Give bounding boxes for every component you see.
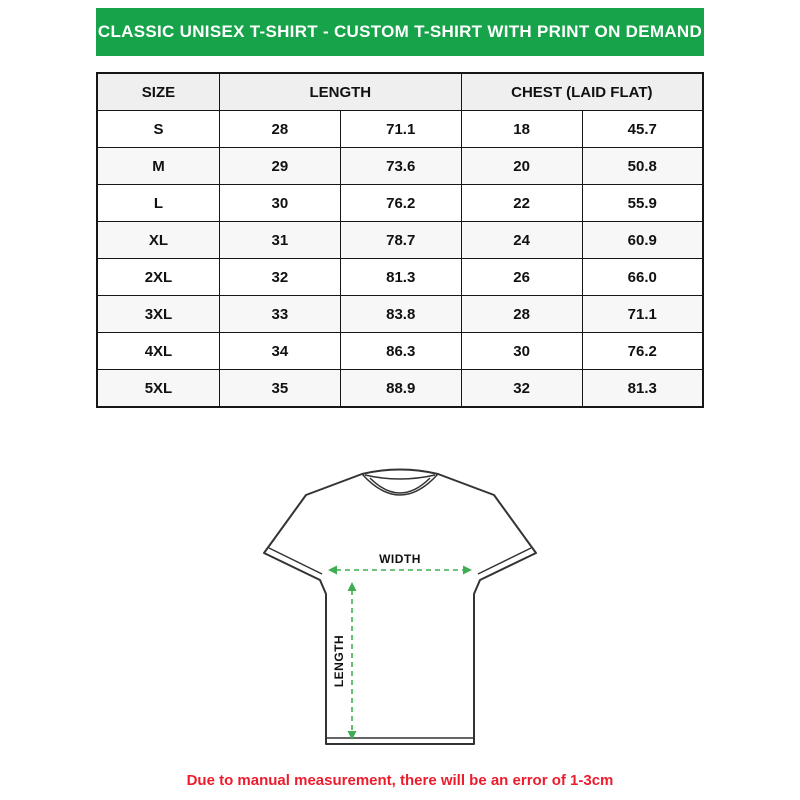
chest-cm: 66.0 bbox=[582, 259, 703, 296]
table-row bbox=[97, 148, 703, 185]
chest-cm: 50.8 bbox=[582, 148, 703, 185]
length-cm: 88.9 bbox=[340, 370, 461, 408]
size-label: S bbox=[97, 111, 219, 148]
table-row bbox=[97, 296, 703, 333]
size-label: 5XL bbox=[97, 370, 219, 408]
title-banner bbox=[96, 8, 704, 56]
length-in: 31 bbox=[219, 222, 340, 259]
table-row bbox=[97, 222, 703, 259]
length-cm: 71.1 bbox=[340, 111, 461, 148]
chest-in: 26 bbox=[461, 259, 582, 296]
length-cm: 76.2 bbox=[340, 185, 461, 222]
size-label: L bbox=[97, 185, 219, 222]
chest-cm: 81.3 bbox=[582, 370, 703, 408]
table-row bbox=[97, 259, 703, 296]
chest-cm: 45.7 bbox=[582, 111, 703, 148]
length-in: 30 bbox=[219, 185, 340, 222]
tshirt-diagram-svg bbox=[250, 452, 550, 764]
size-label: XL bbox=[97, 222, 219, 259]
tshirt-outline bbox=[264, 470, 536, 745]
size-table-body bbox=[97, 111, 703, 408]
length-cm: 73.6 bbox=[340, 148, 461, 185]
table-row bbox=[97, 370, 703, 408]
chest-in: 24 bbox=[461, 222, 582, 259]
length-in: 33 bbox=[219, 296, 340, 333]
chest-in: 32 bbox=[461, 370, 582, 408]
table-row bbox=[97, 111, 703, 148]
length-cm: 81.3 bbox=[340, 259, 461, 296]
size-label: 3XL bbox=[97, 296, 219, 333]
size-table bbox=[96, 72, 704, 408]
length-in: 28 bbox=[219, 111, 340, 148]
size-label: M bbox=[97, 148, 219, 185]
chest-cm: 55.9 bbox=[582, 185, 703, 222]
length-in: 35 bbox=[219, 370, 340, 408]
chest-in: 28 bbox=[461, 296, 582, 333]
length-in: 32 bbox=[219, 259, 340, 296]
width-label: WIDTH bbox=[379, 552, 421, 566]
column-header-size: SIZE bbox=[97, 73, 219, 111]
table-row bbox=[97, 333, 703, 370]
chest-in: 22 bbox=[461, 185, 582, 222]
page-title: CLASSIC UNISEX T-SHIRT - CUSTOM T-SHIRT WITH PRINT ON DEMAND bbox=[97, 22, 703, 41]
length-in: 34 bbox=[219, 333, 340, 370]
size-label: 2XL bbox=[97, 259, 219, 296]
table-row bbox=[97, 185, 703, 222]
size-label: 4XL bbox=[97, 333, 219, 370]
length-cm: 86.3 bbox=[340, 333, 461, 370]
measurement-error-note: Due to manual measurement, there will be an error of 1-3cm bbox=[186, 772, 614, 789]
length-cm: 78.7 bbox=[340, 222, 461, 259]
tshirt-measurement-diagram bbox=[250, 452, 550, 764]
size-table-header bbox=[97, 73, 703, 111]
chest-cm: 76.2 bbox=[582, 333, 703, 370]
column-header-length: LENGTH bbox=[219, 73, 461, 111]
chest-in: 30 bbox=[461, 333, 582, 370]
chest-in: 20 bbox=[461, 148, 582, 185]
column-header-chest: CHEST (LAID FLAT) bbox=[461, 73, 703, 111]
length-in: 29 bbox=[219, 148, 340, 185]
chest-cm: 60.9 bbox=[582, 222, 703, 259]
chest-cm: 71.1 bbox=[582, 296, 703, 333]
length-cm: 83.8 bbox=[340, 296, 461, 333]
length-label: LENGTH bbox=[332, 634, 346, 688]
chest-in: 18 bbox=[461, 111, 582, 148]
